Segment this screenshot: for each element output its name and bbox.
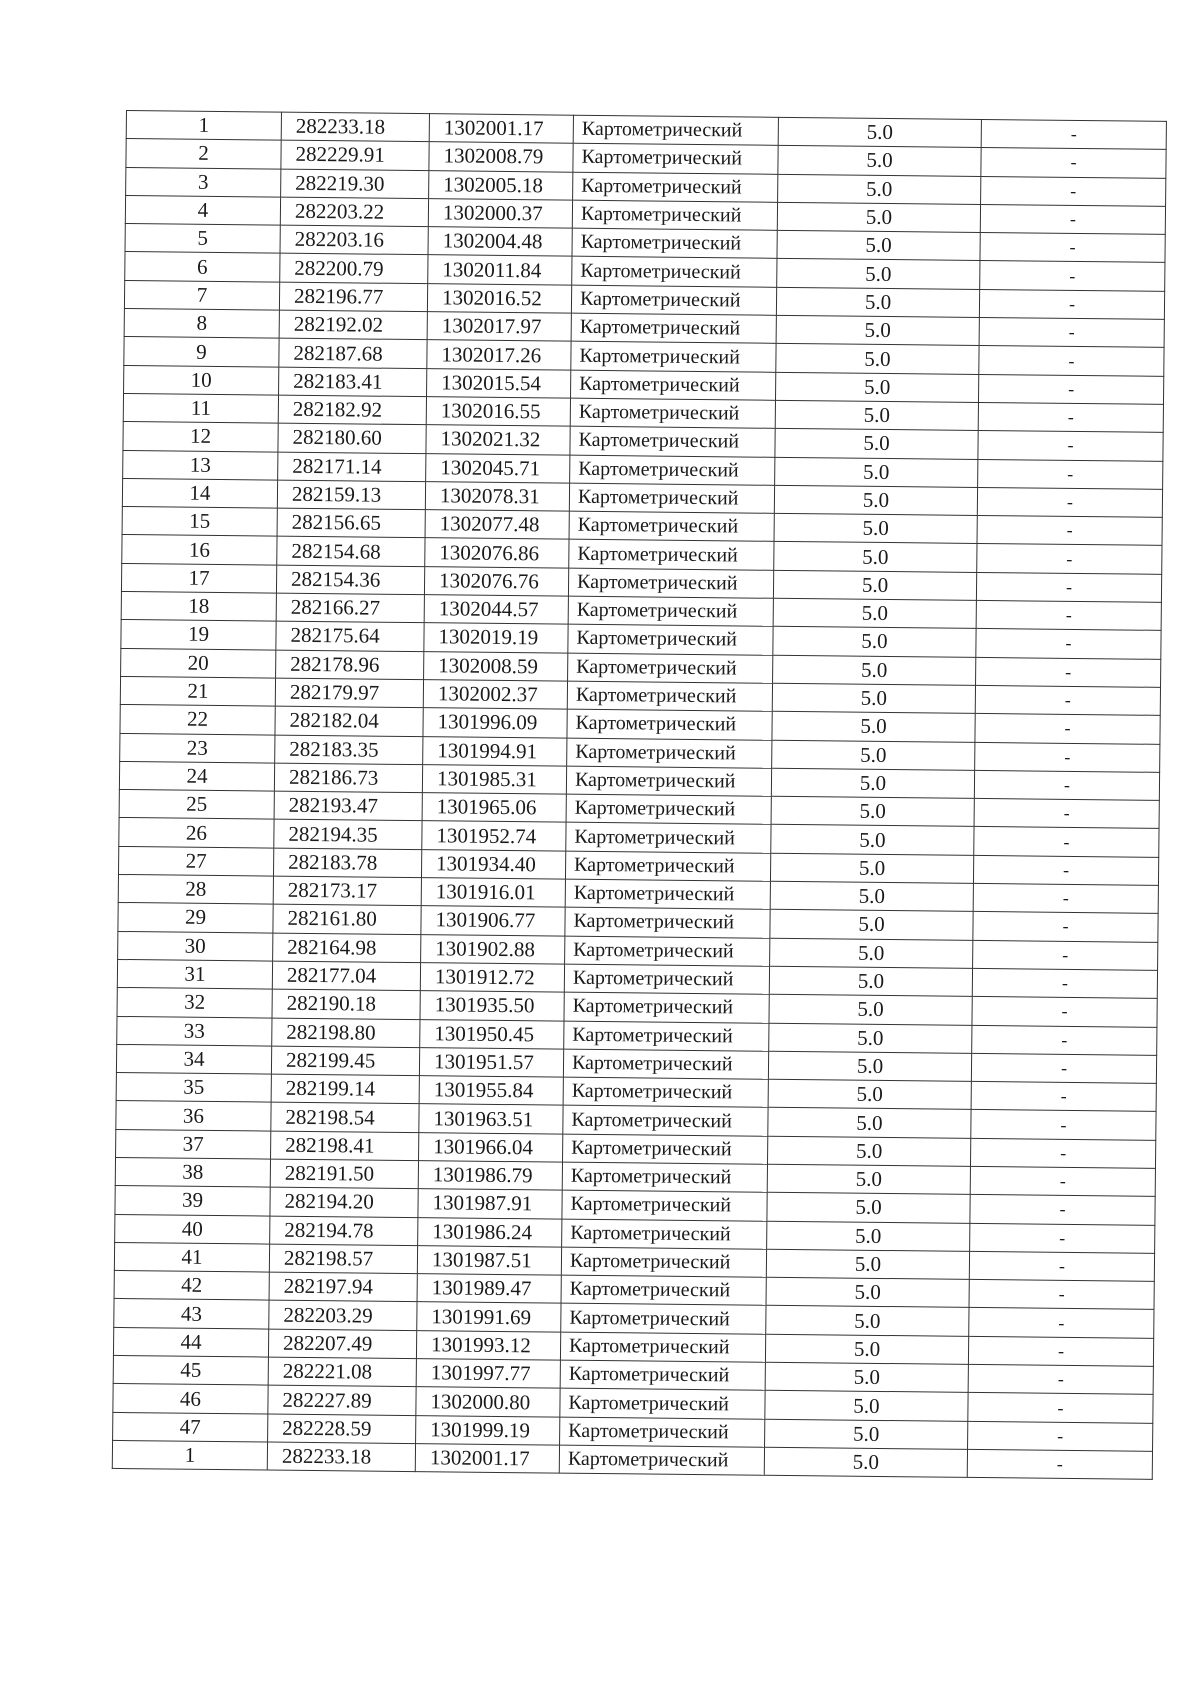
y-coordinate-cell: 1301963.51 xyxy=(419,1104,563,1134)
method-cell: Картометрический xyxy=(569,483,774,513)
note-cell: - xyxy=(981,148,1166,178)
note-cell: - xyxy=(974,827,1159,857)
method-cell: Картометрический xyxy=(562,1219,767,1249)
x-coordinate-cell: 282175.64 xyxy=(276,621,424,651)
note-cell: - xyxy=(977,516,1162,546)
method-cell: Картометрический xyxy=(564,1021,769,1051)
note-cell: - xyxy=(967,1449,1152,1479)
y-coordinate-cell: 1301934.40 xyxy=(421,849,565,879)
accuracy-cell: 5.0 xyxy=(768,1108,971,1138)
method-cell: Картометрический xyxy=(561,1275,766,1305)
y-coordinate-cell: 1302002.37 xyxy=(423,680,567,710)
x-coordinate-cell: 282192.02 xyxy=(279,310,427,340)
accuracy-cell: 5.0 xyxy=(771,796,974,826)
x-coordinate-cell: 282197.94 xyxy=(269,1272,417,1302)
accuracy-cell: 5.0 xyxy=(768,1051,971,1081)
accuracy-cell: 5.0 xyxy=(770,853,973,883)
x-coordinate-cell: 282227.89 xyxy=(268,1385,416,1415)
method-cell: Картометрический xyxy=(572,200,777,230)
y-coordinate-cell: 1302016.52 xyxy=(427,283,571,313)
accuracy-cell: 5.0 xyxy=(769,1023,972,1053)
note-cell: - xyxy=(976,629,1161,659)
note-cell: - xyxy=(973,940,1158,970)
x-coordinate-cell: 282171.14 xyxy=(278,452,426,482)
y-coordinate-cell: 1301955.84 xyxy=(419,1076,563,1106)
y-coordinate-cell: 1302017.97 xyxy=(427,312,571,342)
accuracy-cell: 5.0 xyxy=(772,712,975,742)
method-cell: Картометрический xyxy=(571,342,776,372)
note-cell: - xyxy=(978,431,1163,461)
y-coordinate-cell: 1301935.50 xyxy=(420,991,564,1021)
note-cell: - xyxy=(980,204,1165,234)
accuracy-cell: 5.0 xyxy=(767,1221,970,1251)
note-cell: - xyxy=(969,1280,1154,1310)
method-cell: Картометрический xyxy=(571,313,776,343)
x-coordinate-cell: 282194.78 xyxy=(270,1216,418,1246)
note-cell: - xyxy=(975,742,1160,772)
point-number-cell: 37 xyxy=(116,1129,271,1159)
y-coordinate-cell: 1301916.01 xyxy=(421,878,565,908)
accuracy-cell: 5.0 xyxy=(775,372,978,402)
point-number-cell: 19 xyxy=(121,620,276,650)
y-coordinate-cell: 1301999.19 xyxy=(416,1415,560,1445)
point-number-cell: 1 xyxy=(112,1440,267,1470)
y-coordinate-cell: 1302005.18 xyxy=(429,170,573,200)
accuracy-cell: 5.0 xyxy=(772,740,975,770)
x-coordinate-cell: 282190.18 xyxy=(272,989,420,1019)
point-number-cell: 36 xyxy=(116,1101,271,1131)
method-cell: Картометрический xyxy=(572,257,777,287)
y-coordinate-cell: 1301965.06 xyxy=(422,793,566,823)
note-cell: - xyxy=(972,968,1157,998)
accuracy-cell: 5.0 xyxy=(773,627,976,657)
x-coordinate-cell: 282182.04 xyxy=(275,706,423,736)
point-number-cell: 4 xyxy=(125,195,280,225)
accuracy-cell: 5.0 xyxy=(778,146,981,176)
method-cell: Картометрический xyxy=(561,1247,766,1277)
coordinates-table-body xyxy=(112,111,1166,1480)
y-coordinate-cell: 1302019.19 xyxy=(424,623,568,653)
accuracy-cell: 5.0 xyxy=(777,231,980,261)
note-cell: - xyxy=(970,1138,1155,1168)
point-number-cell: 47 xyxy=(113,1412,268,1442)
x-coordinate-cell: 282219.30 xyxy=(281,169,429,199)
method-cell: Картометрический xyxy=(562,1162,767,1192)
note-cell: - xyxy=(980,261,1165,291)
y-coordinate-cell: 1302000.80 xyxy=(416,1387,560,1417)
y-coordinate-cell: 1301950.45 xyxy=(420,1019,564,1049)
y-coordinate-cell: 1301902.88 xyxy=(421,934,565,964)
y-coordinate-cell: 1302004.48 xyxy=(428,227,572,257)
method-cell: Картометрический xyxy=(565,879,770,909)
accuracy-cell: 5.0 xyxy=(773,598,976,628)
note-cell: - xyxy=(978,402,1163,432)
y-coordinate-cell: 1302015.54 xyxy=(427,368,571,398)
method-cell: Картометрический xyxy=(573,172,778,202)
accuracy-cell: 5.0 xyxy=(771,825,974,855)
point-number-cell: 25 xyxy=(119,790,274,820)
method-cell: Картометрический xyxy=(566,823,771,853)
point-number-cell: 18 xyxy=(121,592,276,622)
point-number-cell: 16 xyxy=(122,535,277,565)
accuracy-cell: 5.0 xyxy=(778,117,981,147)
method-cell: Картометрический xyxy=(568,596,773,626)
y-coordinate-cell: 1302001.17 xyxy=(429,114,573,144)
point-number-cell: 39 xyxy=(115,1186,270,1216)
method-cell: Картометрический xyxy=(565,936,770,966)
x-coordinate-cell: 282180.60 xyxy=(278,423,426,453)
note-cell: - xyxy=(979,346,1164,376)
note-cell: - xyxy=(968,1336,1153,1366)
accuracy-cell: 5.0 xyxy=(769,966,972,996)
method-cell: Картометрический xyxy=(564,964,769,994)
method-cell: Картометрический xyxy=(569,511,774,541)
x-coordinate-cell: 282166.27 xyxy=(276,593,424,623)
note-cell: - xyxy=(970,1166,1155,1196)
accuracy-cell: 5.0 xyxy=(766,1277,969,1307)
x-coordinate-cell: 282183.35 xyxy=(275,735,423,765)
method-cell: Картометрический xyxy=(568,653,773,683)
x-coordinate-cell: 282154.36 xyxy=(276,565,424,595)
method-cell: Картометрический xyxy=(568,568,773,598)
note-cell: - xyxy=(973,912,1158,942)
accuracy-cell: 5.0 xyxy=(766,1306,969,1336)
y-coordinate-cell: 1301994.91 xyxy=(423,736,567,766)
method-cell: Картометрический xyxy=(571,370,776,400)
accuracy-cell: 5.0 xyxy=(773,655,976,685)
y-coordinate-cell: 1301997.77 xyxy=(416,1359,560,1389)
accuracy-cell: 5.0 xyxy=(767,1136,970,1166)
y-coordinate-cell: 1302044.57 xyxy=(424,595,568,625)
y-coordinate-cell: 1302077.48 xyxy=(425,510,569,540)
accuracy-cell: 5.0 xyxy=(767,1193,970,1223)
method-cell: Картометрический xyxy=(563,1049,768,1079)
y-coordinate-cell: 1302017.26 xyxy=(427,340,571,370)
x-coordinate-cell: 282199.14 xyxy=(271,1074,419,1104)
x-coordinate-cell: 282156.65 xyxy=(277,508,425,538)
point-number-cell: 40 xyxy=(115,1214,270,1244)
x-coordinate-cell: 282193.47 xyxy=(274,791,422,821)
x-coordinate-cell: 282178.96 xyxy=(276,650,424,680)
x-coordinate-cell: 282196.77 xyxy=(279,282,427,312)
point-number-cell: 1 xyxy=(126,111,281,141)
point-number-cell: 27 xyxy=(118,846,273,876)
method-cell: Картометрический xyxy=(570,455,775,485)
y-coordinate-cell: 1302000.37 xyxy=(428,199,572,229)
accuracy-cell: 5.0 xyxy=(777,259,980,289)
x-coordinate-cell: 282194.35 xyxy=(274,820,422,850)
x-coordinate-cell: 282154.68 xyxy=(277,537,425,567)
y-coordinate-cell: 1302076.86 xyxy=(425,538,569,568)
accuracy-cell: 5.0 xyxy=(770,938,973,968)
point-number-cell: 9 xyxy=(124,337,279,367)
note-cell: - xyxy=(979,289,1164,319)
y-coordinate-cell: 1302078.31 xyxy=(425,482,569,512)
method-cell: Картометрический xyxy=(573,115,778,145)
accuracy-cell: 5.0 xyxy=(770,881,973,911)
point-number-cell: 15 xyxy=(122,507,277,537)
x-coordinate-cell: 282187.68 xyxy=(279,338,427,368)
y-coordinate-cell: 1301986.24 xyxy=(418,1217,562,1247)
note-cell: - xyxy=(968,1421,1153,1451)
point-number-cell: 41 xyxy=(114,1242,269,1272)
x-coordinate-cell: 282203.22 xyxy=(280,197,428,227)
accuracy-cell: 5.0 xyxy=(765,1362,968,1392)
point-number-cell: 2 xyxy=(126,139,281,169)
y-coordinate-cell: 1302008.79 xyxy=(429,142,573,172)
point-number-cell: 30 xyxy=(118,931,273,961)
point-number-cell: 8 xyxy=(124,309,279,339)
point-number-cell: 14 xyxy=(122,478,277,508)
note-cell: - xyxy=(972,1025,1157,1055)
note-cell: - xyxy=(976,657,1161,687)
note-cell: - xyxy=(975,714,1160,744)
y-coordinate-cell: 1302008.59 xyxy=(424,651,568,681)
x-coordinate-cell: 282183.41 xyxy=(279,367,427,397)
y-coordinate-cell: 1302021.32 xyxy=(426,425,570,455)
y-coordinate-cell: 1301966.04 xyxy=(419,1132,563,1162)
point-number-cell: 6 xyxy=(125,252,280,282)
note-cell: - xyxy=(975,685,1160,715)
accuracy-cell: 5.0 xyxy=(777,202,980,232)
point-number-cell: 44 xyxy=(113,1327,268,1357)
accuracy-cell: 5.0 xyxy=(765,1334,968,1364)
point-number-cell: 46 xyxy=(113,1384,268,1414)
scanned-page xyxy=(112,110,1166,1480)
point-number-cell: 13 xyxy=(123,450,278,480)
note-cell: - xyxy=(980,233,1165,263)
y-coordinate-cell: 1301912.72 xyxy=(420,963,564,993)
x-coordinate-cell: 282194.20 xyxy=(270,1187,418,1217)
point-number-cell: 11 xyxy=(123,393,278,423)
method-cell: Картометрический xyxy=(571,285,776,315)
method-cell: Картометрический xyxy=(563,1134,768,1164)
note-cell: - xyxy=(968,1364,1153,1394)
method-cell: Картометрический xyxy=(569,540,774,570)
x-coordinate-cell: 282159.13 xyxy=(277,480,425,510)
x-coordinate-cell: 282203.16 xyxy=(280,225,428,255)
note-cell: - xyxy=(972,997,1157,1027)
accuracy-cell: 5.0 xyxy=(772,683,975,713)
x-coordinate-cell: 282182.92 xyxy=(278,395,426,425)
accuracy-cell: 5.0 xyxy=(774,542,977,572)
y-coordinate-cell: 1302045.71 xyxy=(426,453,570,483)
accuracy-cell: 5.0 xyxy=(765,1419,968,1449)
x-coordinate-cell: 282221.08 xyxy=(268,1357,416,1387)
point-number-cell: 42 xyxy=(114,1271,269,1301)
y-coordinate-cell: 1301906.77 xyxy=(421,906,565,936)
method-cell: Картометрический xyxy=(561,1304,766,1334)
method-cell: Картометрический xyxy=(567,681,772,711)
point-number-cell: 38 xyxy=(115,1157,270,1187)
accuracy-cell: 5.0 xyxy=(768,1079,971,1109)
method-cell: Картометрический xyxy=(560,1360,765,1390)
x-coordinate-cell: 282233.18 xyxy=(281,112,429,142)
x-coordinate-cell: 282200.79 xyxy=(280,254,428,284)
method-cell: Картометрический xyxy=(570,426,775,456)
y-coordinate-cell: 1301996.09 xyxy=(423,708,567,738)
x-coordinate-cell: 282233.18 xyxy=(267,1442,415,1472)
accuracy-cell: 5.0 xyxy=(765,1391,968,1421)
note-cell: - xyxy=(971,1081,1156,1111)
note-cell: - xyxy=(977,544,1162,574)
accuracy-cell: 5.0 xyxy=(767,1164,970,1194)
y-coordinate-cell: 1301993.12 xyxy=(416,1330,560,1360)
x-coordinate-cell: 282164.98 xyxy=(273,933,421,963)
point-number-cell: 7 xyxy=(124,280,279,310)
method-cell: Картометрический xyxy=(563,1077,768,1107)
point-number-cell: 3 xyxy=(126,167,281,197)
x-coordinate-cell: 282229.91 xyxy=(281,140,429,170)
accuracy-cell: 5.0 xyxy=(764,1447,967,1477)
x-coordinate-cell: 282203.29 xyxy=(269,1301,417,1331)
x-coordinate-cell: 282198.41 xyxy=(271,1131,419,1161)
note-cell: - xyxy=(974,770,1159,800)
y-coordinate-cell: 1301987.51 xyxy=(417,1245,561,1275)
accuracy-cell: 5.0 xyxy=(776,344,979,374)
accuracy-cell: 5.0 xyxy=(776,315,979,345)
accuracy-cell: 5.0 xyxy=(766,1249,969,1279)
note-cell: - xyxy=(979,318,1164,348)
x-coordinate-cell: 282161.80 xyxy=(273,904,421,934)
point-number-cell: 43 xyxy=(114,1299,269,1329)
y-coordinate-cell: 1301991.69 xyxy=(417,1302,561,1332)
method-cell: Картометрический xyxy=(566,766,771,796)
y-coordinate-cell: 1301985.31 xyxy=(422,764,566,794)
note-cell: - xyxy=(976,572,1161,602)
accuracy-cell: 5.0 xyxy=(771,768,974,798)
accuracy-cell: 5.0 xyxy=(774,485,977,515)
note-cell: - xyxy=(973,855,1158,885)
point-number-cell: 21 xyxy=(120,676,275,706)
accuracy-cell: 5.0 xyxy=(769,994,972,1024)
method-cell: Картометрический xyxy=(567,709,772,739)
x-coordinate-cell: 282228.59 xyxy=(268,1414,416,1444)
x-coordinate-cell: 282198.54 xyxy=(271,1102,419,1132)
method-cell: Картометрический xyxy=(563,1106,768,1136)
y-coordinate-cell: 1301986.79 xyxy=(418,1161,562,1191)
accuracy-cell: 5.0 xyxy=(775,429,978,459)
method-cell: Картометрический xyxy=(566,794,771,824)
accuracy-cell: 5.0 xyxy=(770,910,973,940)
x-coordinate-cell: 282173.17 xyxy=(273,876,421,906)
y-coordinate-cell: 1301951.57 xyxy=(419,1047,563,1077)
coordinates-table xyxy=(112,110,1167,1480)
accuracy-cell: 5.0 xyxy=(778,174,981,204)
point-number-cell: 34 xyxy=(116,1044,271,1074)
note-cell: - xyxy=(969,1308,1154,1338)
accuracy-cell: 5.0 xyxy=(773,570,976,600)
x-coordinate-cell: 282198.80 xyxy=(272,1018,420,1048)
point-number-cell: 20 xyxy=(121,648,276,678)
note-cell: - xyxy=(978,374,1163,404)
method-cell: Картометрический xyxy=(572,228,777,258)
method-cell: Картометрический xyxy=(560,1332,765,1362)
method-cell: Картометрический xyxy=(564,992,769,1022)
x-coordinate-cell: 282191.50 xyxy=(270,1159,418,1189)
point-number-cell: 31 xyxy=(117,959,272,989)
y-coordinate-cell: 1302076.76 xyxy=(424,566,568,596)
x-coordinate-cell: 282186.73 xyxy=(274,763,422,793)
note-cell: - xyxy=(976,600,1161,630)
note-cell: - xyxy=(970,1223,1155,1253)
note-cell: - xyxy=(981,119,1166,149)
point-number-cell: 23 xyxy=(120,733,275,763)
point-number-cell: 17 xyxy=(121,563,276,593)
method-cell: Картометрический xyxy=(560,1417,765,1447)
x-coordinate-cell: 282199.45 xyxy=(271,1046,419,1076)
y-coordinate-cell: 1301989.47 xyxy=(417,1274,561,1304)
point-number-cell: 35 xyxy=(116,1073,271,1103)
point-number-cell: 10 xyxy=(124,365,279,395)
point-number-cell: 32 xyxy=(117,988,272,1018)
y-coordinate-cell: 1301987.91 xyxy=(418,1189,562,1219)
method-cell: Картометрический xyxy=(565,907,770,937)
x-coordinate-cell: 282198.57 xyxy=(269,1244,417,1274)
note-cell: - xyxy=(974,799,1159,829)
note-cell: - xyxy=(981,176,1166,206)
point-number-cell: 45 xyxy=(113,1355,268,1385)
note-cell: - xyxy=(973,883,1158,913)
x-coordinate-cell: 282207.49 xyxy=(268,1329,416,1359)
point-number-cell: 26 xyxy=(119,818,274,848)
y-coordinate-cell: 1302011.84 xyxy=(428,255,572,285)
point-number-cell: 22 xyxy=(120,705,275,735)
point-number-cell: 29 xyxy=(118,903,273,933)
accuracy-cell: 5.0 xyxy=(776,287,979,317)
accuracy-cell: 5.0 xyxy=(775,457,978,487)
x-coordinate-cell: 282177.04 xyxy=(272,961,420,991)
method-cell: Картометрический xyxy=(560,1388,765,1418)
method-cell: Картометрический xyxy=(565,851,770,881)
note-cell: - xyxy=(970,1195,1155,1225)
method-cell: Картометрический xyxy=(562,1190,767,1220)
y-coordinate-cell: 1302001.17 xyxy=(415,1444,559,1474)
note-cell: - xyxy=(971,1110,1156,1140)
y-coordinate-cell: 1302016.55 xyxy=(426,397,570,427)
point-number-cell: 5 xyxy=(125,224,280,254)
note-cell: - xyxy=(977,487,1162,517)
point-number-cell: 24 xyxy=(119,761,274,791)
method-cell: Картометрический xyxy=(570,398,775,428)
y-coordinate-cell: 1301952.74 xyxy=(422,821,566,851)
point-number-cell: 33 xyxy=(117,1016,272,1046)
note-cell: - xyxy=(969,1251,1154,1281)
note-cell: - xyxy=(968,1393,1153,1423)
point-number-cell: 28 xyxy=(118,874,273,904)
method-cell: Картометрический xyxy=(567,738,772,768)
note-cell: - xyxy=(971,1053,1156,1083)
method-cell: Картометрический xyxy=(568,625,773,655)
note-cell: - xyxy=(978,459,1163,489)
accuracy-cell: 5.0 xyxy=(774,513,977,543)
x-coordinate-cell: 282183.78 xyxy=(273,848,421,878)
accuracy-cell: 5.0 xyxy=(775,400,978,430)
method-cell: Картометрический xyxy=(559,1445,764,1475)
x-coordinate-cell: 282179.97 xyxy=(275,678,423,708)
method-cell: Картометрический xyxy=(573,143,778,173)
point-number-cell: 12 xyxy=(123,422,278,452)
